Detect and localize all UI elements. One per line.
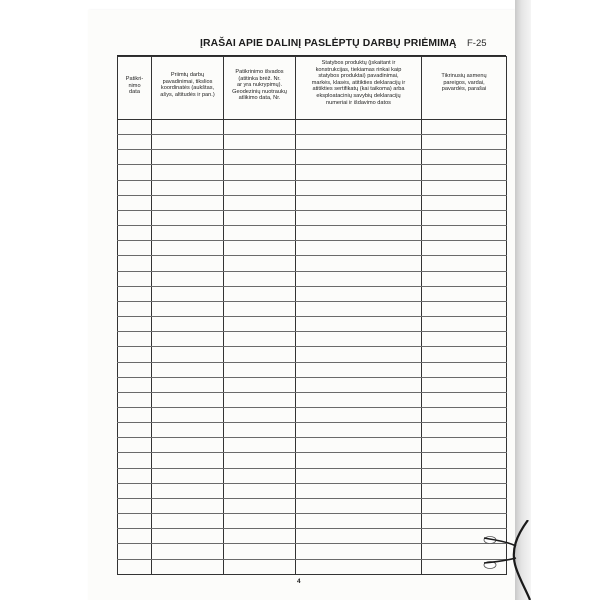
table-cell	[152, 195, 224, 210]
table-cell	[422, 195, 507, 210]
table-cell	[296, 271, 422, 286]
table-cell	[118, 180, 152, 195]
header-inspection-conclusions	[224, 57, 296, 120]
table-cell	[118, 453, 152, 468]
table-row	[118, 498, 507, 513]
table-cell	[224, 347, 296, 362]
table-cell	[422, 317, 507, 332]
table-cell	[152, 423, 224, 438]
header-inspectors-label: Tikrinusių asmenų pareigos, vardai, pavardės, parašai	[441, 73, 487, 93]
table-row	[118, 286, 507, 301]
table-cell	[152, 120, 224, 135]
table-cell	[152, 362, 224, 377]
table-cell	[152, 559, 224, 574]
form-title: ĮRAŠAI APIE DALINĮ PASLĖPTŲ DARBŲ PRIĖMIMĄ	[200, 38, 457, 49]
table-cell	[224, 135, 296, 150]
page-edge	[515, 0, 531, 600]
table-cell	[118, 256, 152, 271]
table-cell	[118, 468, 152, 483]
table-row	[118, 544, 507, 559]
table-cell	[152, 317, 224, 332]
table-cell	[296, 332, 422, 347]
table-cell	[224, 377, 296, 392]
table-cell	[224, 286, 296, 301]
table-cell	[296, 195, 422, 210]
table-cell	[224, 256, 296, 271]
header-accepted-works-label: Priimtų darbų pavadinimai, tikslios koordinatės (aukštas, ašys, altitudės ir pan.)	[160, 72, 215, 98]
table-cell	[422, 150, 507, 165]
header-inspection-date-label: Patikri- nimo data	[125, 76, 144, 96]
table-cell	[296, 362, 422, 377]
table-cell	[224, 150, 296, 165]
binder-clip	[470, 520, 540, 600]
table-cell	[152, 135, 224, 150]
table-cell	[296, 453, 422, 468]
table-cell	[118, 559, 152, 574]
table-cell	[224, 362, 296, 377]
table-cell	[296, 468, 422, 483]
table-cell	[296, 180, 422, 195]
table-cell	[152, 271, 224, 286]
table-cell	[224, 241, 296, 256]
table-row	[118, 407, 507, 422]
table-cell	[152, 301, 224, 316]
table-row	[118, 347, 507, 362]
table-cell	[152, 165, 224, 180]
table-cell	[118, 195, 152, 210]
table-cell	[296, 544, 422, 559]
table-row	[118, 468, 507, 483]
table-cell	[118, 271, 152, 286]
table-cell	[118, 483, 152, 498]
table-cell	[224, 317, 296, 332]
table-cell	[224, 165, 296, 180]
table-cell	[118, 226, 152, 241]
table-cell	[422, 468, 507, 483]
table-cell	[152, 150, 224, 165]
table-row	[118, 195, 507, 210]
table-row	[118, 120, 507, 135]
table-cell	[422, 256, 507, 271]
table-cell	[296, 150, 422, 165]
table-cell	[296, 256, 422, 271]
table-cell	[224, 453, 296, 468]
table-cell	[422, 407, 507, 422]
table-cell	[422, 498, 507, 513]
table-row	[118, 150, 507, 165]
form-code: F-25	[467, 38, 487, 49]
table-row	[118, 317, 507, 332]
table-cell	[224, 407, 296, 422]
table-row	[118, 514, 507, 529]
table-cell	[152, 498, 224, 513]
table-cell	[296, 423, 422, 438]
table-cell	[118, 241, 152, 256]
table-cell	[118, 377, 152, 392]
acceptance-records-table	[117, 56, 507, 575]
table-cell	[422, 210, 507, 225]
table-cell	[224, 180, 296, 195]
table-cell	[422, 301, 507, 316]
table-cell	[422, 438, 507, 453]
table-cell	[422, 180, 507, 195]
table-cell	[296, 301, 422, 316]
table-cell	[224, 423, 296, 438]
table-cell	[152, 392, 224, 407]
table-cell	[296, 377, 422, 392]
table-cell	[296, 514, 422, 529]
table-cell	[296, 438, 422, 453]
table-cell	[118, 514, 152, 529]
table-cell	[152, 544, 224, 559]
table-cell	[422, 286, 507, 301]
table-cell	[422, 483, 507, 498]
table-cell	[296, 210, 422, 225]
table-cell	[296, 529, 422, 544]
table-cell	[152, 483, 224, 498]
table-row	[118, 377, 507, 392]
table-cell	[422, 362, 507, 377]
table-cell	[118, 529, 152, 544]
table-cell	[296, 226, 422, 241]
header-construction-products	[296, 57, 422, 120]
table-cell	[296, 241, 422, 256]
table-cell	[224, 301, 296, 316]
table-cell	[224, 210, 296, 225]
table-cell	[422, 241, 507, 256]
table-row	[118, 226, 507, 241]
table-cell	[118, 423, 152, 438]
table-cell	[422, 392, 507, 407]
table-cell	[152, 241, 224, 256]
table-cell	[118, 544, 152, 559]
table-cell	[152, 529, 224, 544]
table-row	[118, 241, 507, 256]
table-cell	[152, 332, 224, 347]
table-cell	[296, 407, 422, 422]
table-row	[118, 362, 507, 377]
table-row	[118, 438, 507, 453]
table-row	[118, 559, 507, 574]
table-cell	[152, 210, 224, 225]
table-cell	[118, 301, 152, 316]
table-cell	[118, 150, 152, 165]
table-cell	[422, 165, 507, 180]
table-cell	[118, 498, 152, 513]
header-accepted-works	[152, 57, 224, 120]
table-cell	[296, 498, 422, 513]
table-cell	[224, 120, 296, 135]
table-cell	[152, 180, 224, 195]
table-cell	[296, 286, 422, 301]
table-cell	[296, 165, 422, 180]
table-cell	[224, 332, 296, 347]
table-cell	[422, 226, 507, 241]
table-cell	[296, 559, 422, 574]
table-cell	[118, 317, 152, 332]
table-cell	[118, 438, 152, 453]
table-cell	[118, 210, 152, 225]
table-cell	[152, 256, 224, 271]
table-cell	[152, 438, 224, 453]
table-cell	[422, 347, 507, 362]
table-cell	[152, 407, 224, 422]
header-inspection-date	[118, 57, 152, 120]
table-cell	[224, 271, 296, 286]
table-row	[118, 423, 507, 438]
table-cell	[224, 468, 296, 483]
table-body	[118, 120, 507, 575]
table-cell	[118, 332, 152, 347]
table-cell	[296, 483, 422, 498]
table-cell	[224, 529, 296, 544]
table-row	[118, 165, 507, 180]
table-cell	[224, 195, 296, 210]
table-row	[118, 529, 507, 544]
table-row	[118, 135, 507, 150]
table-cell	[118, 362, 152, 377]
table-cell	[152, 377, 224, 392]
table-cell	[224, 226, 296, 241]
table-cell	[422, 453, 507, 468]
table-cell	[118, 286, 152, 301]
table-row	[118, 271, 507, 286]
table-cell	[224, 483, 296, 498]
table-row	[118, 483, 507, 498]
table-cell	[224, 544, 296, 559]
table-cell	[152, 453, 224, 468]
table-cell	[224, 438, 296, 453]
table-cell	[224, 559, 296, 574]
table-cell	[296, 317, 422, 332]
table-cell	[224, 498, 296, 513]
table-row	[118, 392, 507, 407]
page-number: 4	[297, 578, 301, 585]
table-cell	[152, 226, 224, 241]
table-cell	[296, 135, 422, 150]
header-inspectors	[422, 57, 507, 120]
table-row	[118, 332, 507, 347]
table-cell	[118, 392, 152, 407]
table-cell	[296, 347, 422, 362]
table-cell	[422, 120, 507, 135]
table-cell	[152, 347, 224, 362]
table-row	[118, 453, 507, 468]
table-row	[118, 180, 507, 195]
table-header-row	[118, 57, 507, 120]
table-cell	[152, 514, 224, 529]
header-inspection-conclusions-label: Patikrinimo išvados (atitinka brėž. Nr. ar yra nukrypimų). Geodezinių nuotraukų atlikimo data, Nr.	[232, 69, 287, 102]
table-cell	[296, 120, 422, 135]
table-cell	[224, 392, 296, 407]
table-cell	[422, 271, 507, 286]
table-cell	[118, 135, 152, 150]
table-cell	[118, 165, 152, 180]
table-cell	[152, 468, 224, 483]
table-cell	[118, 347, 152, 362]
table-cell	[422, 377, 507, 392]
table-cell	[118, 407, 152, 422]
table-cell	[224, 514, 296, 529]
table-row	[118, 301, 507, 316]
table-cell	[422, 423, 507, 438]
table-cell	[296, 392, 422, 407]
table-row	[118, 210, 507, 225]
table-cell	[118, 120, 152, 135]
table-cell	[422, 332, 507, 347]
table-row	[118, 256, 507, 271]
table-cell	[152, 286, 224, 301]
table-cell	[422, 135, 507, 150]
header-construction-products-label: Statybos produktų (įskaitant ir konstrukcijas, tiekiamas rinkai kaip statybos produktai) pavadinimai, markės, klasės, atitikties deklaracijų ir atitikties sertifikatų (kai taikoma) arba eksploatacinių savybių deklaracijų numeriai ir išdavimo datos	[311, 60, 406, 106]
